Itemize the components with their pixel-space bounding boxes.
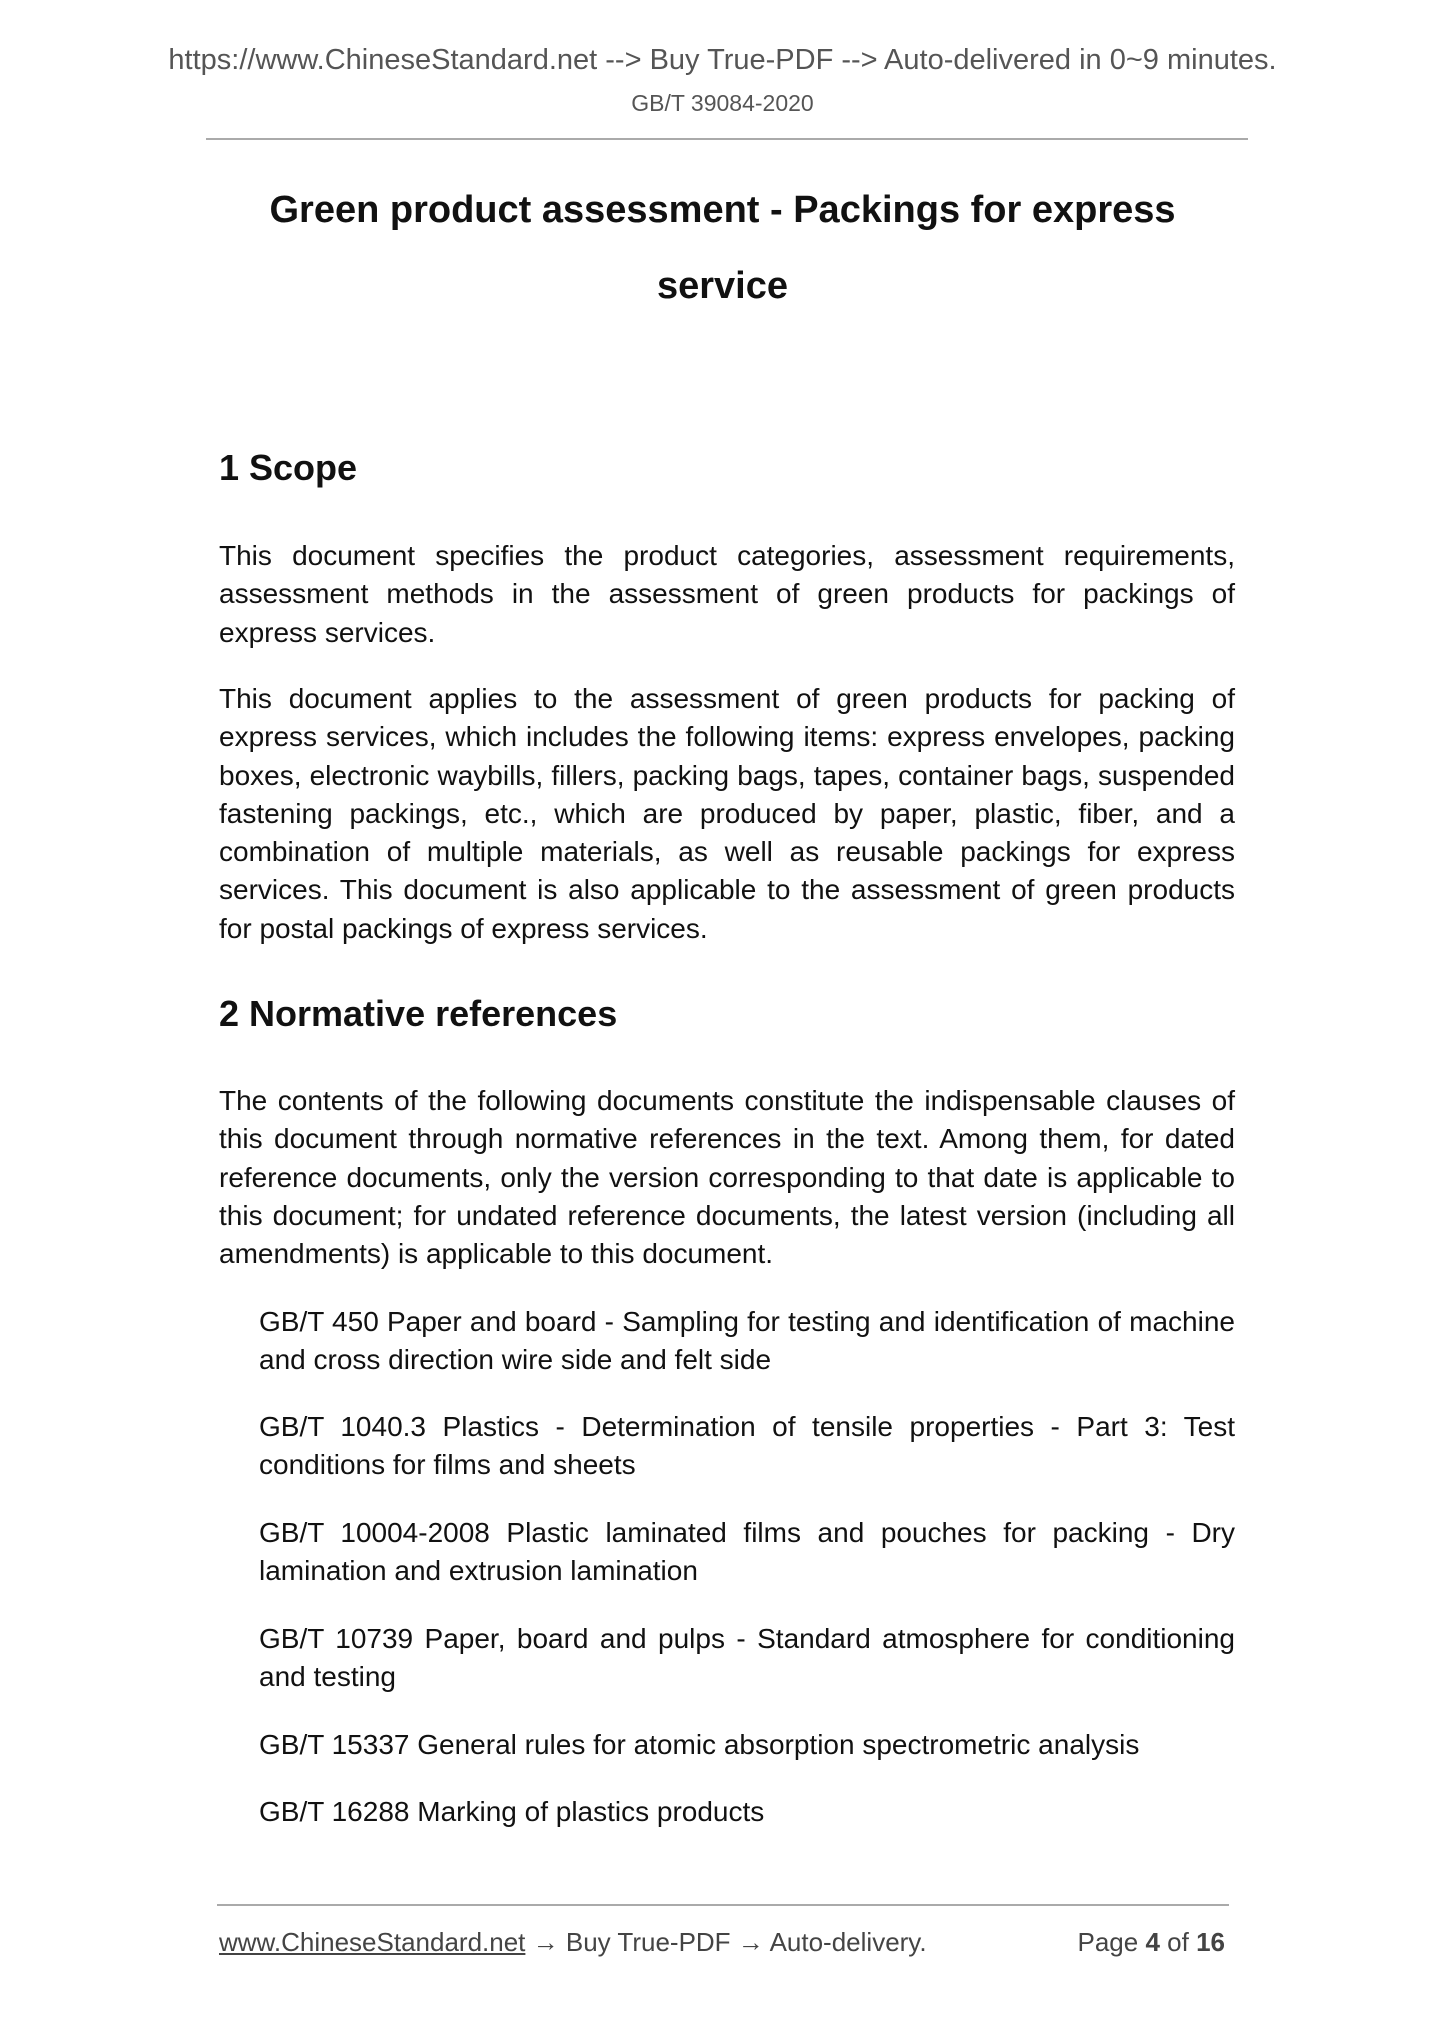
reference-item: GB/T 1040.3 Plastics - Determination of tensile properties - Part 3: Test conditions for films and sheets [259, 1411, 1235, 1480]
current-page: 4 [1145, 1927, 1160, 1957]
reference-item: GB/T 10004-2008 Plastic laminated films and pouches for packing - Dry lamination and extrusion lamination [259, 1517, 1235, 1586]
page-title: Green product assessment - Packings for express service [269, 189, 1176, 307]
header-banner: https://www.ChineseStandard.net --> Buy True-PDF --> Auto-delivered in 0~9 minutes. [168, 44, 1277, 76]
section-heading-normative-references: 2 Normative references [219, 993, 618, 1034]
reference-item: GB/T 450 Paper and board - Sampling for testing and identification of machine and cross direction wire side and felt side [259, 1306, 1235, 1375]
reference-item: GB/T 16288 Marking of plastics products [259, 1796, 765, 1827]
scope-paragraph-2: This document applies to the assessment of green products for packing of express services, which includes the following items: express envelopes, packing boxes, electronic waybills, fillers, packing bags, tapes, container bags, suspended fastening packings, etc., which are produced by paper, plastic, fiber, and a combination of multiple materials, as well as reusable packings for express services. This document is also applicable to the assessment of green products for postal packings of express services. [219, 683, 1235, 944]
total-pages: 16 [1196, 1927, 1225, 1957]
header-divider [206, 138, 1248, 140]
footer-site-link[interactable]: www.ChineseStandard.net [219, 1927, 526, 1957]
reference-item: GB/T 10739 Paper, board and pulps - Standard atmosphere for conditioning and testing [259, 1623, 1235, 1692]
reference-item: GB/T 15337 General rules for atomic absorption spectrometric analysis [259, 1729, 1140, 1760]
normative-references-paragraph: The contents of the following documents constitute the indispensable clauses of this document through normative references in the text. Among them, for dated reference documents, only the version corresponding to that date is applicable to this document; for undated reference documents, the latest version (including all amendments) is applicable to this document. [219, 1085, 1235, 1270]
page-label: Page [1077, 1927, 1139, 1957]
of-label: of [1167, 1927, 1189, 1957]
page-indicator [1077, 1926, 1225, 1958]
footer-promo [219, 1926, 927, 1958]
section-heading-scope: 1 Scope [219, 447, 358, 488]
scope-paragraph-1: This document specifies the product categories, assessment requirements, assessment methods in the assessment of green products for packings of express services. [219, 540, 1235, 648]
document-number: GB/T 39084-2020 [631, 90, 814, 116]
footer-divider [217, 1904, 1229, 1906]
footer-promo-text: → Buy True-PDF → Auto-delivery. [525, 1927, 927, 1957]
